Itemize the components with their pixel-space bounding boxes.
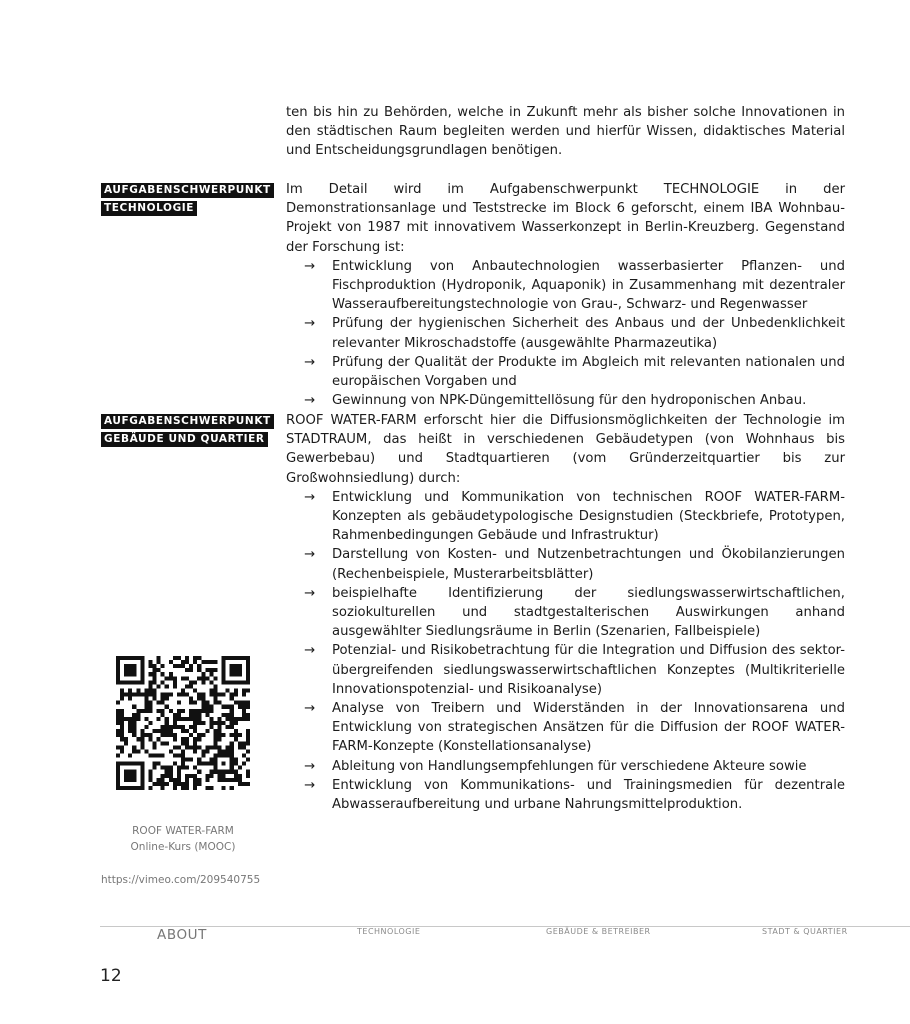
arrow-icon: → [304,316,316,332]
bullet-list [286,257,845,411]
qr-caption [100,823,266,855]
list-item: → Entwicklung von Anbautechnologien wasserbasierter Pflanzen- und Fischproduktion (Hydroponik, Aquaponik) in Zusammenhang mit dezentraler Wasseraufbereitungstechnologie von Grau-, Schwarz- und Regenwasser [304,258,845,313]
nav-item-about[interactable]: ABOUT [157,927,208,943]
list-item: → Entwicklung und Kommunikation von technischen ROOF WATER-FARM-Konzepten als gebäudetypologische Designstudien (Steckbriefe, Prototypen, Rahmenbedingungen Gebäude und Infrastruktur) [304,489,845,544]
page-number: 12 [100,966,122,986]
section-gebaeude-quartier [286,411,845,814]
section-tag-line: AUFGABENSCHWERPUNKT [101,183,274,198]
bullet-list [286,488,845,814]
list-item: → Gewinnung von NPK-Düngemittellösung für den hydroponischen Anbau. [286,391,845,410]
list-item: → Prüfung der Qualität der Produkte im Abgleich mit relevanten nationalen und europäischen Vorgaben und [304,354,845,390]
list-item: → Ableitung von Handlungsempfehlungen für verschiedene Akteure sowie [286,757,845,776]
list-item: → Prüfung der hygienischen Sicherheit des Anbaus und der Unbedenklichkeit relevanter Mikroschadstoffe (ausgewählte Pharmazeutika) [304,316,845,351]
arrow-icon: → [304,393,316,409]
arrow-icon: → [304,758,316,774]
arrow-icon: → [304,547,316,563]
list-item: → Entwicklung von Kommunikations- und Trainingsmedien für dezentrale Abwasseraufbereitung und urbane Nahrungsmittelproduktion. [304,777,845,813]
nav-item-stadt-quartier[interactable]: STADT & QUARTIER [762,927,848,936]
list-item: → Darstellung von Kosten- und Nutzenbetrachtungen und Ökobilanzierungen (Rechenbeispiele, Musterarbeitsblätter) [304,547,845,582]
nav-item-gebaeude-betreiber[interactable]: GEBÄUDE & BETREIBER [546,927,651,936]
arrow-icon: → [304,777,316,793]
section-tag-line: GEBÄUDE UND QUARTIER [101,432,268,447]
section-tag-line: AUFGABENSCHWERPUNKT [101,414,274,429]
list-item: → Potenzial- und Risikobetrachtung für die Integration und Diffusion des sektor-übergreifenden siedlungswasserwirtschaftlichen Konzeptes (Multikriterielle Innovationspotenzial- und Risikoanalyse) [304,643,845,697]
section-tag-gebaeude [101,414,274,450]
section-lead: ROOF WATER-FARM erforscht hier die Diffusionsmöglichkeiten der Technologie im STADTRAUM, das heißt in verschiedenen Gebäudetypen (von Wohnhaus bis Gewerbebau) und Stadtquartieren (vom Gründerzeitquartier bis zur Großwohnsiedlung) durch: [286,413,845,486]
qr-caption-title: ROOF WATER-FARM [132,825,234,837]
arrow-icon: → [304,701,316,717]
qr-code-icon[interactable] [116,656,250,790]
section-lead: Im Detail wird im Aufgabenschwerpunkt TECHNOLOGIE in der Demonstrationsanlage und Teststrecke im Block 6 geforscht, einem IBA Wohnbau-Projekt von 1987 mit innovativem Wasserkonzept in Berlin-Kreuzberg. Gegenstand der Forschung ist: [286,182,845,255]
section-tag-technologie [101,183,274,219]
video-link[interactable]: https://vimeo.com/209540755 [101,874,261,886]
arrow-icon: → [304,354,316,370]
list-item: → beispielhafte Identifizierung der siedlungswasserwirtschaftlichen, soziokulturellen und stadtgestalterischen Auswirkungen anhand ausgewählter Siedlungsräume in Berlin (Szenarien, Fallbeispiele) [304,585,845,640]
list-item: → Analyse von Treibern und Widerständen in der Innovationsarena und Entwicklung von strategischen Ansätzen für die Diffusion der ROOF WATER-FARM-Konzepte (Konstellationsanalyse) [304,701,845,755]
qr-caption-subtitle: Online-Kurs (MOOC) [130,841,236,853]
arrow-icon: → [304,489,316,505]
arrow-icon: → [304,258,316,274]
arrow-icon: → [304,643,316,659]
section-tag-line: TECHNOLOGIE [101,201,197,216]
intro-paragraph: ten bis hin zu Behörden, welche in Zukunft mehr als bisher solche Innovationen in den städtischen Raum begleiten werden und hierfür Wissen, didaktisches Material und Entscheidungsgrundlagen benötigen. [286,105,845,159]
arrow-icon: → [304,585,316,601]
nav-item-technologie[interactable]: TECHNOLOGIE [357,927,421,936]
section-technologie [286,180,845,410]
